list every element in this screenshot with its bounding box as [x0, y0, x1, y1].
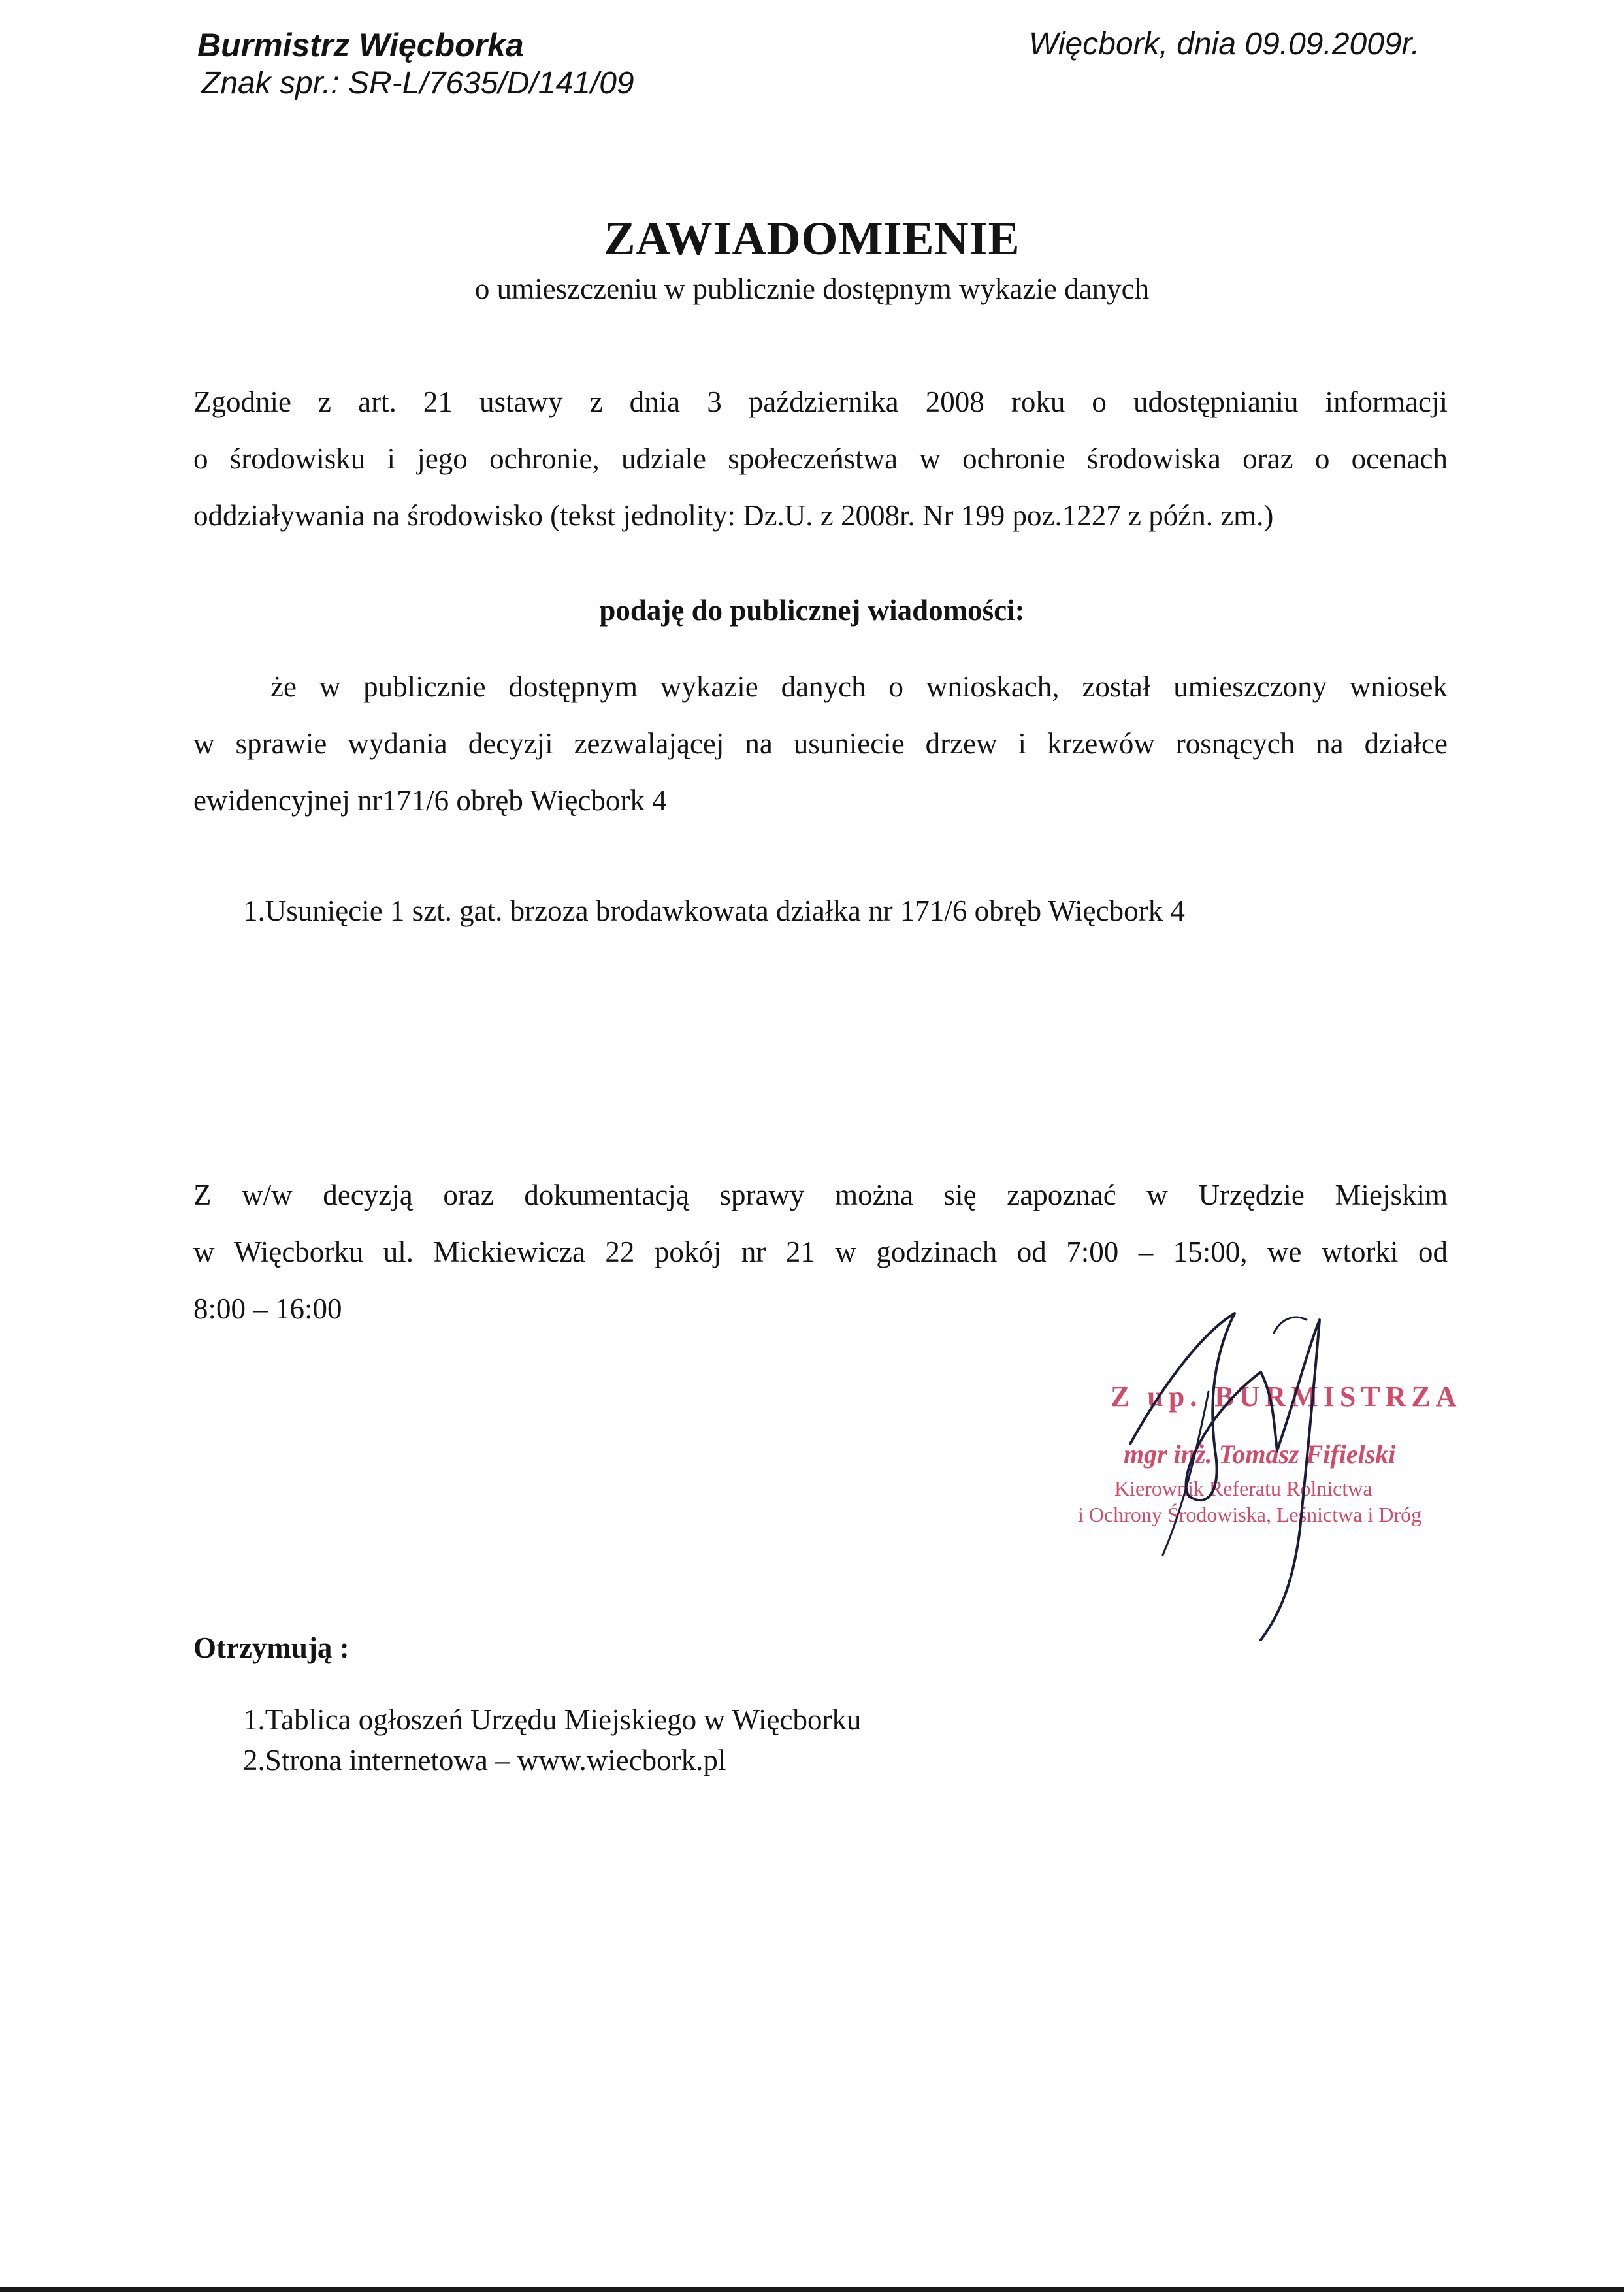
info-line: Z w/w decyzją oraz dokumentacją sprawy można się zapoznać w Urzędzie Miejskim [193, 1179, 1448, 1211]
body-line: w sprawie wydania decyzji zezwalającej na usuniecie drzew i krzewów rosnących na działce [193, 727, 1448, 760]
intro-line: Zgodnie z art. 21 ustawy z dnia 3 października 2008 roku o udostępnianiu informacji [193, 385, 1448, 418]
stamp-line: Z up. BURMISTRZA [1111, 1381, 1462, 1413]
recipient-item [243, 1743, 726, 1777]
recipients-heading: Otrzymują : [193, 1631, 349, 1664]
intro-line: o środowisku i jego ochronie, udziale społeczeństwa w ochronie środowiska oraz o ocenach [193, 442, 1448, 475]
info-line: 8:00 – 16:00 [193, 1292, 342, 1325]
list-item-number: 1. [243, 894, 265, 927]
body-line: że w publicznie dostępnym wykazie danych o wnioskach, został umieszczony wniosek [270, 670, 1448, 703]
authority-name: Burmistrz Więcborka [197, 27, 524, 63]
stamp-line: mgr inż. Tomasz Fifielski [1124, 1439, 1396, 1469]
body-paragraph [193, 659, 1448, 829]
document-subtitle: o umieszczeniu w publicznie dostępnym wykazie danych [474, 272, 1150, 305]
list-item [243, 894, 1185, 928]
recipient-number: 1. [243, 1703, 265, 1736]
reference-number: Znak spr.: SR-L/7635/D/141/09 [201, 66, 634, 101]
recipient-item [243, 1703, 861, 1737]
stamp-line: Kierownik Referatu Rolnictwa [1114, 1477, 1372, 1500]
recipient-text: Strona internetowa – www.wiecbork.pl [265, 1744, 726, 1776]
intro-line: oddziaływania na środowisko (tekst jednolity: Dz.U. z 2008r. Nr 199 poz.1227 z późn. zm.) [193, 499, 1274, 532]
handwritten-signature [1111, 1294, 1437, 1660]
place-and-date: Więcbork, dnia 09.09.2009r. [1029, 27, 1420, 61]
document-title: ZAWIADOMIENIE [604, 212, 1020, 265]
stamp-line: i Ochrony Środowiska, Leśnictwa i Dróg [1078, 1503, 1422, 1526]
scan-edge [0, 2287, 1624, 2292]
intro-paragraph [193, 374, 1448, 544]
recipient-text: Tablica ogłoszeń Urzędu Miejskiego w Więcborku [265, 1703, 862, 1736]
body-line: ewidencyjnej nr171/6 obręb Więcbork 4 [193, 784, 667, 817]
announcement-heading: podaję do publicznej wiadomości: [599, 594, 1025, 627]
info-line: w Więcborku ul. Mickiewicza 22 pokój nr 21 w godzinach od 7:00 – 15:00, we wtorki od [193, 1236, 1448, 1268]
list-item-text: Usunięcie 1 szt. gat. brzoza brodawkowata działka nr 171/6 obręb Więcbork 4 [265, 894, 1185, 927]
recipient-number: 2. [243, 1744, 265, 1776]
